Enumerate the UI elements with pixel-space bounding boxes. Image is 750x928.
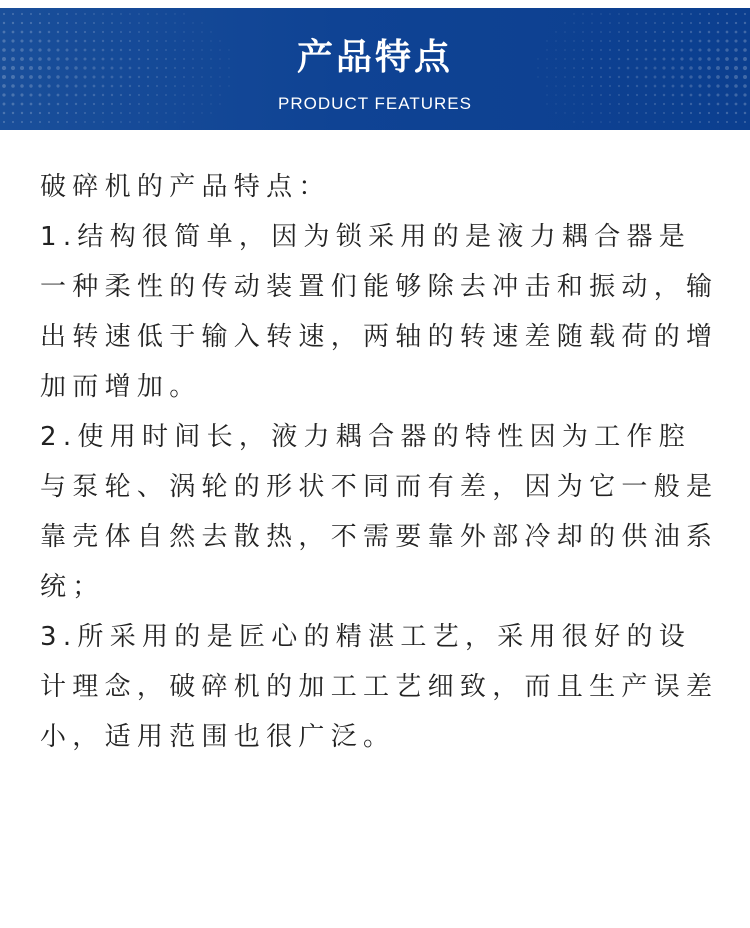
- banner-title: 产品特点: [296, 37, 453, 78]
- feature-content: [40, 162, 720, 762]
- feature-item-1: 1.结构很简单，因为锁采用的是液力耦合器是一种柔性的传动装置们能够除去冲击和振动，输出转速低于输入转速，两轴的转速差随载荷的增加而增加。: [40, 222, 719, 402]
- feature-item-3: 3.所采用的是匠心的精湛工艺，采用很好的设计理念，破碎机的加工工艺细致，而且生产误差小，适用范围也很广泛。: [40, 622, 719, 752]
- banner-subtitle: PRODUCT FEATURES: [278, 94, 472, 113]
- content-intro: 破碎机的产品特点：: [40, 172, 331, 202]
- feature-item-2: 2.使用时间长，液力耦合器的特性因为工作腔与泵轮、涡轮的形状不同而有差，因为它一般是靠壳体自然去散热，不需要靠外部冷却的供油系统；: [40, 422, 719, 602]
- header-banner: [0, 8, 750, 130]
